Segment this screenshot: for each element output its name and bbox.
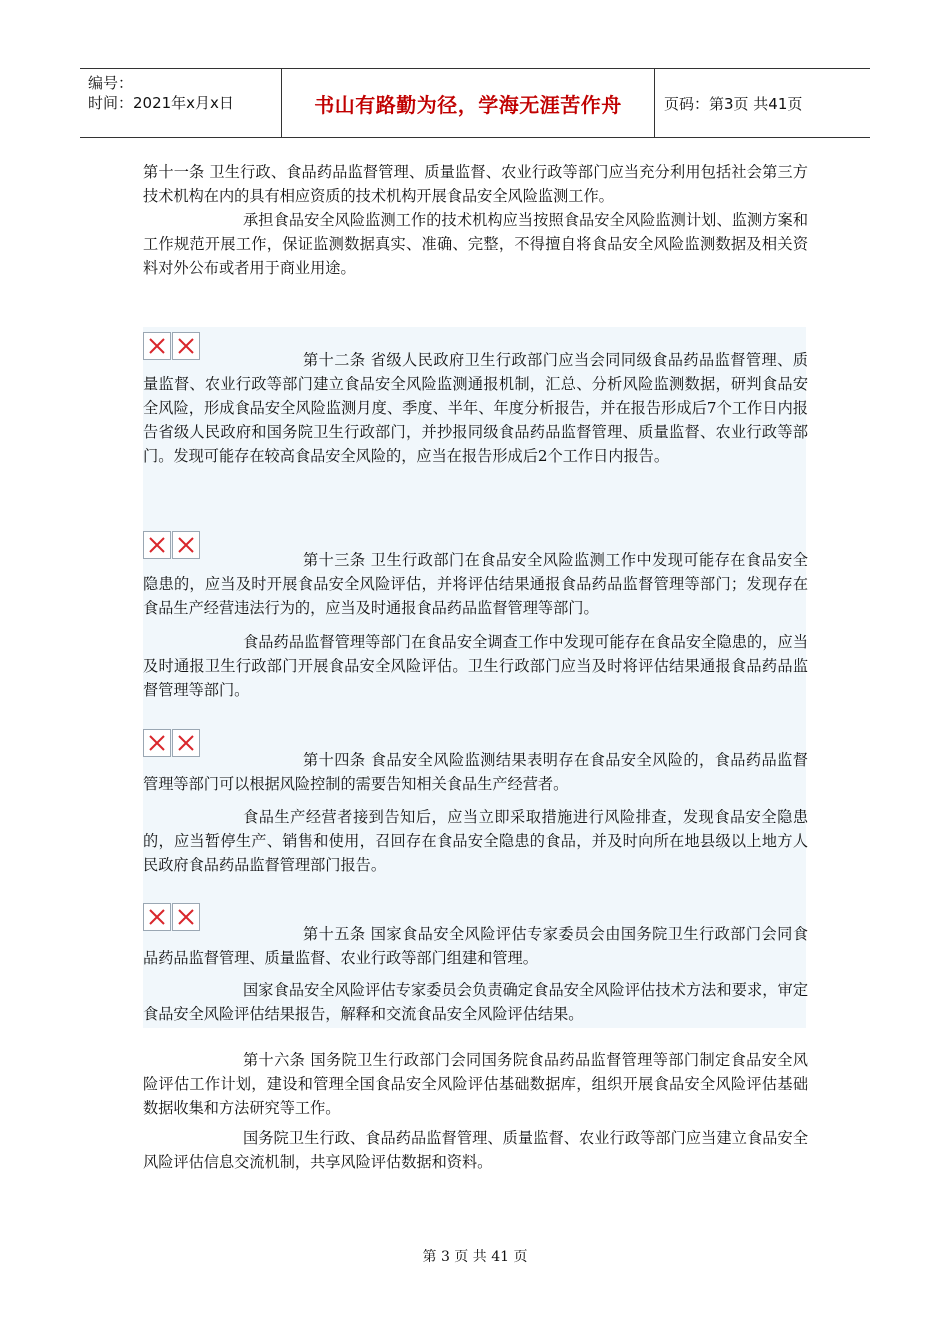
document-time: 时间：2021年x月x日 — [88, 94, 234, 112]
page-header — [80, 68, 870, 138]
article-14-paragraph-1: 第十四条 食品安全风险监测结果表明存在食品安全风险的，食品药品监督管理等部门可以根据风险控制的需要告知相关食品生产经营者。 — [143, 751, 808, 793]
header-page-number: 页码：第3页 共41页 — [664, 95, 803, 113]
article-16-paragraph-1: 第十六条 国务院卫生行政部门会同国务院食品药品监督管理等部门制定食品安全风险评估工作计划，建设和管理全国食品安全风险评估基础数据库，组织开展食品安全风险评估基础数据收集和方法研究等工作。 — [143, 1051, 808, 1117]
article-13-paragraph-1: 第十三条 卫生行政部门在食品安全风险监测工作中发现可能存在食品安全隐患的，应当及时开展食品安全风险评估，并将评估结果通报食品药品监督管理等部门；发现存在食品生产经营违法行为的，应当及时通报食品药品监督管理等部门。 — [143, 551, 808, 617]
article-11-paragraph-2: 承担食品安全风险监测工作的技术机构应当按照食品安全风险监测计划、监测方案和工作规范开展工作，保证监测数据真实、准确、完整，不得擅自将食品安全风险监测数据及相关资料对外公布或者用于商业用途。 — [143, 211, 808, 277]
header-motto: 书山有路勤为径，学海无涯苦作舟 — [281, 69, 655, 137]
article-16-paragraph-2: 国务院卫生行政、食品药品监督管理、质量监督、农业行政等部门应当建立食品安全风险评估信息交流机制，共享风险评估数据和资料。 — [143, 1129, 808, 1171]
document-number: 编号： — [88, 74, 134, 92]
article-15-paragraph-2: 国家食品安全风险评估专家委员会负责确定食品安全风险评估技术方法和要求，审定食品安全风险评估结果报告，解释和交流食品安全风险评估结果。 — [143, 981, 808, 1023]
article-13-paragraph-2: 食品药品监督管理等部门在食品安全调查工作中发现可能存在食品安全隐患的，应当及时通报卫生行政部门开展食品安全风险评估。卫生行政部门应当及时将评估结果通报食品药品监督管理等部门。 — [143, 633, 808, 699]
article-15-paragraph-1: 第十五条 国家食品安全风险评估专家委员会由国务院卫生行政部门会同食品药品监督管理、质量监督、农业行政等部门组建和管理。 — [143, 925, 808, 967]
article-12-paragraph-1: 第十二条 省级人民政府卫生行政部门应当会同同级食品药品监督管理、质量监督、农业行政等部门建立食品安全风险监测通报机制，汇总、分析风险监测数据，研判食品安全风险，形成食品安全风险监测月度、季度、半年、年度分析报告，并在报告形成后7个工作日内报告省级人民政府和国务院卫生行政部门，并抄报同级食品药品监督管理、质量监督、农业行政等部门。发现可能存在较高食品安全风险的，应当在报告形成后2个工作日内报告。 — [143, 351, 808, 465]
header-meta — [88, 73, 234, 113]
page-footer: 第 3 页 共 41 页 — [422, 1249, 528, 1265]
article-14-paragraph-2: 食品生产经营者接到告知后，应当立即采取措施进行风险排查，发现食品安全隐患的，应当暂停生产、销售和使用，召回存在食品安全隐患的食品，并及时向所在地县级以上地方人民政府食品药品监督管理部门报告。 — [143, 808, 808, 874]
article-11-paragraph-1: 第十一条 卫生行政、食品药品监督管理、质量监督、农业行政等部门应当充分利用包括社会第三方技术机构在内的具有相应资质的技术机构开展食品安全风险监测工作。 — [143, 163, 808, 205]
